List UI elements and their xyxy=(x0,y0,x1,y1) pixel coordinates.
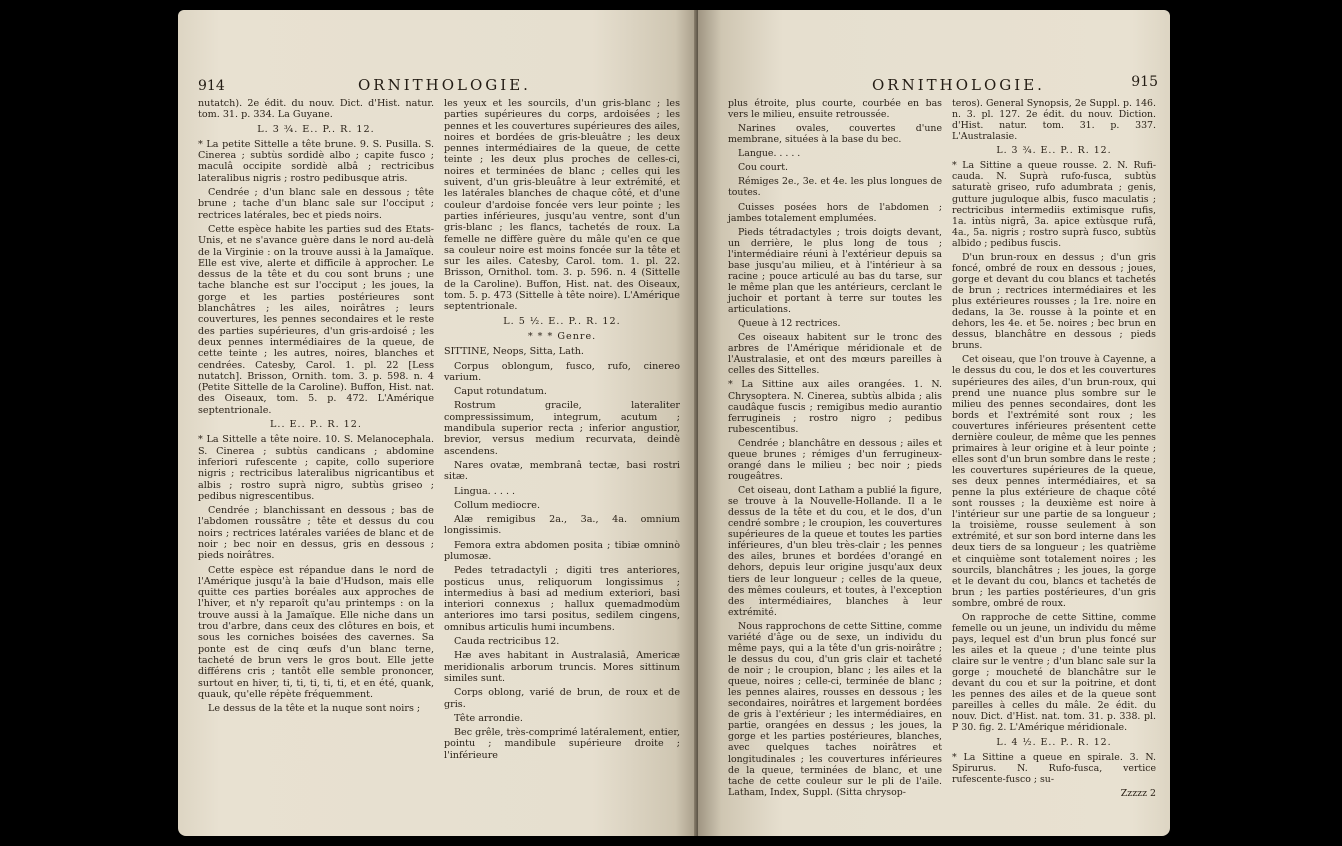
right-column-1 xyxy=(728,98,942,801)
right-running-head-bar xyxy=(722,64,1158,94)
paragraph: Pedes tetradactyli ; digiti tres anteriores, posticus unus, reliquorum longissimus ; intermedius à basi ad medium exteriori, basi interiori connexus ; hallux quemadmodùm anteriores imo tarsi positus, sedilem cingens, omnibus articulis humi incumbens. xyxy=(444,565,680,633)
measurement-line: L.. E.. P.. R. 12. xyxy=(270,419,362,431)
paragraph: Cuisses posées hors de l'abdomen ; jambes totalement emplumées. xyxy=(728,201,942,224)
genus-name: SITTINE, Neops, Sitta, Lath. xyxy=(444,346,584,358)
right-column-2 xyxy=(952,98,1156,802)
left-column-1 xyxy=(198,98,434,717)
paragraph: Narines ovales, couvertes d'une membrane, situées à la base du bec. xyxy=(728,123,942,146)
paragraph: Nous rapprochons de cette Sittine, comme variété d'âge ou de sexe, un individu du même pays, qui a la tête d'un gris-noirâtre ; le dessus du cou, d'un gris clair et tacheté de noir ; le croupion, blanc ; les ailes et la queue, noires ; celle-ci, terminée de blanc ; les pennes alaires, rousses en dessous ; les secondaires, noirâtres et largement bordées de gris à l'extérieur ; les intermédiaires, en partie, orangées en dessus ; les joues, la gorge et les parties postérieures, blanches, avec quelques taches noirâtres et longitudinales ; les couvertures inférieures de la queue, terminées de blanc, et une tache de cette couleur sur le pli de l'aile. Latham, Index, Suppl. (Sitta chrysop- xyxy=(728,620,942,798)
paragraph: Le dessus de la tête et la nuque sont noirs ; xyxy=(208,703,421,715)
right-running-head: ORNITHOLOGIE. xyxy=(872,76,1045,94)
paragraph: Nares ovatæ, membranâ tectæ, basi rostri sitæ. xyxy=(444,459,680,483)
species-entry: * La Sittelle a tête noire. 10. S. Melanocephala. S. Cinerea ; subtùs candicans ; abdomine inferiori rufescente ; capite, collo superiore nigris ; rectricibus lateralibus nigricantibus et albis ; rostro suprà nigro, subtùs griseo ; pedibus nigrescentibus. xyxy=(198,434,434,502)
paragraph: Rostrum gracile, lateraliter compressissimum, integrum, acutum ; mandibula superior recta ; inferior angustior, brevior, versus medium recurvata, deindè ascendens. xyxy=(444,400,680,457)
paragraph: Cendrée ; blanchâtre en dessous ; ailes et queue brunes ; rémiges d'un ferrugineux-orangé dans le milieu ; bec noir ; pieds rougeâtres. xyxy=(728,437,942,482)
paragraph: Bec grêle, très-comprimé latéralement, entier, pointu ; mandibule supérieure droite ; l'inférieure xyxy=(444,727,680,761)
paragraph: Corpus oblongum, fusco, rufo, cinereo varium. xyxy=(444,360,680,383)
paragraph: On rapproche de cette Sittine, comme femelle ou un jeune, un individu du même pays, lequel est d'un brun plus foncé sur les ailes et la queue ; d'une teinte plus claire sur le ventre ; d'un blanc sale sur la gorge ; moucheté de blanchâtre sur le devant du cou et sur la poitrine, et dont les pennes des ailes et de la queue sont pareilles à celles du mâle. 2e édit. du nouv. Dict. d'Hist. nat. tom. 31. p. 338. pl. P 30. fig. 2. L'Amérique méridionale. xyxy=(952,611,1156,734)
species-entry: * La Sittine a queue en spirale. 3. N. Spirurus. N. Rufo-fusca, vertice rufescente-fusco ; su- xyxy=(952,751,1156,785)
paragraph: teros). General Synopsis, 2e Suppl. p. 146. n. 3. pl. 127. 2e édit. du nouv. Diction. d'Hist. natur. tom. 31. p. 337. L'Australasie. xyxy=(952,98,1156,143)
paragraph: Pieds tétradactyles ; trois doigts devant, un derrière, le plus long de tous ; l'intermédiaire réuni à l'extérieur depuis sa base jusqu'au milieu, et à l'intérieur à sa racine ; pouce articulé au bas du tarse, sur le même plan que les antérieurs, cerclant le juchoir et portant à terre sur toutes les articulations. xyxy=(728,226,942,316)
paragraph: Cet oiseau, que l'on trouve à Cayenne, a le dessus du cou, le dos et les couvertures supérieures des ailes, d'un brun-roux, qui prend une nuance plus sombre sur le milieu des pennes secondaires, dont les bords et l'extrémité sont roux ; les couvertures inférieures présentent cette dernière couleur, de même que les pennes primaires à leur origine et à leur pointe ; elles sont d'un brun sombre dans le reste ; les couvertures supérieures de la queue, ses deux pennes intermédiaires, et sa penne la plus extérieure de chaque côté sont rousses ; la deuxième est noire à l'intérieur sur une partie de sa longueur ; la troisième, rousse seulement à son extrémité, et sur son bord interne dans les deux tiers de sa longueur ; les quatrième et cinquième sont totalement noires ; les sourcils, blanchâtres ; les joues, la gorge et le devant du cou, blancs et tachetés de brun ; les parties postérieures, d'un gris sombre, ombré de roux. xyxy=(952,354,1156,609)
paragraph: Cauda rectricibus 12. xyxy=(454,636,560,648)
paragraph: Cendrée ; blanchissant en dessous ; bas de l'abdomen roussâtre ; tête et dessus du cou noirs ; rectrices latérales variées de blanc et de noir ; bec noir en dessus, gris en dessous ; pieds noirâtres. xyxy=(198,505,434,562)
measurement-line: L. 3 ¾. E.. P.. R. 12. xyxy=(996,145,1112,157)
right-page-number: 915 xyxy=(1131,74,1158,90)
paragraph: Cette espèce est répandue dans le nord de l'Amérique jusqu'à la baie d'Hudson, mais elle quitte ces parties boréales aux approches de l'hiver, et n'y reparoît qu'au printemps : on la trouve aussi à la Jamaïque. Elle niche dans un trou d'arbre, dans ceux des clôtures en bois, et sous les corniches boisées des cavernes. Sa ponte est de cinq œufs d'un blanc terne, tacheté de brun vers le gros bout. Elle jette différens cris ; tantôt elle semble prononcer, surtout en hiver, ti, ti, ti, ti, ti, et en été, quank, quauk, qu'elle répète fréquemment. xyxy=(198,564,434,700)
paragraph: D'un brun-roux en dessus ; d'un gris foncé, ombré de roux en dessous ; joues, gorge et devant du cou blancs et tachetés de brun ; rectrices intermédiaires et les plus extérieures rousses ; la 1re. noire en dedans, la 3e. rousse à la pointe et en dehors, les 4e. et 5e. noires ; bec brun en dessus, blanchâtre en dessous ; pieds bruns. xyxy=(952,251,1156,352)
genus-heading: * * * Genre. xyxy=(527,330,597,342)
paragraph: Queue à 12 rectrices. xyxy=(738,318,841,330)
paragraph: Tête arrondie. xyxy=(454,712,523,724)
paragraph: Lingua. . . . . xyxy=(454,485,516,497)
measurement-line: L. 4 ½. E.. P.. R. 12. xyxy=(996,736,1112,748)
paragraph: Langue. . . . . xyxy=(738,148,801,160)
species-entry: * La Sittine aux ailes orangées. 1. N. Chrysoptera. N. Cinerea, subtùs albida ; alis caudâque fuscis ; remigibus medio aurantio ferrugineis ; rostro nigro ; pedibus rubescentibus. xyxy=(728,379,942,435)
left-column-2 xyxy=(444,98,680,764)
paragraph: les yeux et les sourcils, d'un gris-blanc ; les parties supérieures du corps, ardoisées ; les pennes et les couvertures supérieures des ailes, noires et bordées de gris-bleuâtre ; les deux pennes intermédiaires de la queue, de cette teinte ; les deux plus proches de celles-ci, noires et terminées de blanc ; celles qui les suivent, d'un gris-bleuâtre à leur extrémité, et les latérales blanches de chaque côté, et d'une couleur d'ardoise foncée vers leur pointe ; les parties inférieures, jusqu'au ventre, sont d'un gris-blanc ; les flancs, tachetés de roux. La femelle ne diffère guère du mâle qu'en ce que sa couleur noire est moins foncée sur la tête et sur les ailes. Catesby, Carol. tom. 1. pl. 22. Brisson, Ornithol. tom. 3. p. 596. n. 4 (Sittelle de la Caroline). Buffon, Hist. nat. des Oiseaux, tom. 5. p. 473 (Sittelle à tête noire). L'Amérique septentrionale. xyxy=(444,98,680,313)
paragraph: Cendrée ; d'un blanc sale en dessous ; tête brune ; tache d'un blanc sale sur l'occiput ; rectrices latérales, bec et pieds noirs. xyxy=(198,187,434,221)
paragraph: Cou court. xyxy=(738,162,788,174)
paragraph: nutatch). 2e édit. du nouv. Dict. d'Hist. natur. tom. 31. p. 334. La Guyane. xyxy=(198,98,434,121)
paragraph: plus étroite, plus courte, courbée en bas vers le milieu, ensuite retroussée. xyxy=(728,98,942,121)
left-running-head: ORNITHOLOGIE. xyxy=(358,76,531,94)
left-running-head-bar xyxy=(198,64,678,94)
species-entry: * La petite Sittelle a tête brune. 9. S. Pusilla. S. Cinerea ; subtùs sordidè albo ; capite fusco ; maculâ occipite sordidè albâ ; rectricibus lateralibus nigris ; rostro pedibusque atris. xyxy=(198,138,434,184)
paragraph: Cet oiseau, dont Latham a publié la figure, se trouve à la Nouvelle-Hollande. Il a le dessus de la tête et du cou, et le dos, d'un cendré sombre ; le croupion, les couvertures supérieures de la queue et toutes les parties inférieures, d'un bleu très-clair ; les pennes des ailes, brunes et bordées d'orangé en dehors, depuis leur origine jusqu'aux deux tiers de leur longueur ; celles de la queue, des mêmes couleurs, et toutes, à l'exception des intermédiaires, blanches à leur extrémité. xyxy=(728,485,942,618)
measurement-line: L. 3 ¾. E.. P.. R. 12. xyxy=(257,123,375,135)
paragraph: Corps oblong, varié de brun, de roux et de gris. xyxy=(444,687,680,710)
measurement-line: L. 5 ½. E.. P.. R. 12. xyxy=(503,315,621,327)
paragraph: Cette espèce habite les parties sud des Etats-Unis, et ne s'avance guère dans le nord au-delà de la Virginie : on la trouve aussi à la Jamaïque. Elle est vive, alerte et difficile à approcher. Le dessus de la tête et du cou sont bruns ; une tache blanche est sur l'occiput ; les joues, la gorge et les parties postérieures sont blanchâtres ; les ailes, noirâtres ; leurs couvertures, les pennes secondaires et le reste des parties supérieures, d'un gris-ardoisé ; les deux pennes intermédiaires de la queue, de cette teinte ; les autres, noires, blanches et cendrées. Catesby, Carol. 1. pl. 22 [Less nutatch]. Brisson, Ornith. tom. 3. p. 598. n. 4 (Petite Sittelle de la Caroline). Buffon, Hist. nat. des Oiseaux, tom. 5. p. 472. L'Amérique septentrionale. xyxy=(198,223,434,416)
paragraph: Collum mediocre. xyxy=(454,499,541,511)
paragraph: Femora extra abdomen posita ; tibiæ omninò plumosæ. xyxy=(444,539,680,562)
species-entry: * La Sittine a queue rousse. 2. N. Rufi-cauda. N. Suprà rufo-fusca, subtùs saturatè griseo, rufo adumbrata ; genis, gutture juguloque albis, fusco maculatis ; rectricibus intermediis extimisque rufis, 1a. intùs nigrâ, 3a. apice extùsque rufâ, 4a., 5a. nigris ; rostro suprà fusco, subtùs albido ; pedibus fuscis. xyxy=(952,160,1156,249)
paragraph: Hæ aves habitant in Australasiâ, Americæ meridionalis arborum truncis. Mores sittinum similes sunt. xyxy=(444,650,680,684)
paragraph: Alæ remigibus 2a., 3a., 4a. omnium longissimis. xyxy=(444,514,680,537)
signature-mark: Zzzzz 2 xyxy=(1120,787,1156,799)
paragraph: Rémiges 2e., 3e. et 4e. les plus longues de toutes. xyxy=(728,176,942,199)
left-page-number: 914 xyxy=(198,78,225,94)
paragraph: Ces oiseaux habitent sur le tronc des arbres de l'Amérique méridionale et de l'Australasie, et ont des mœurs pareilles à celles des Sittelles. xyxy=(728,332,942,377)
paragraph: Caput rotundatum. xyxy=(454,386,547,398)
